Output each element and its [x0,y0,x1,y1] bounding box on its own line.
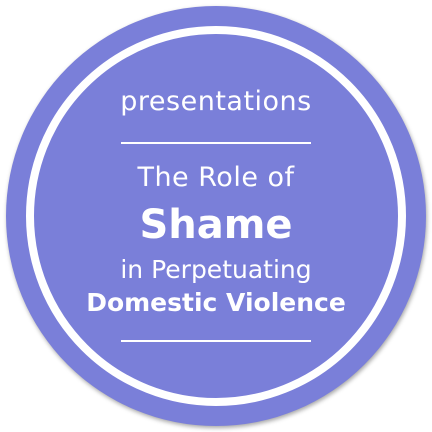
bottom-divider [121,340,311,342]
badge-category-label: presentations [120,86,312,117]
title-line-in-perpetuating: in Perpetuating [120,255,312,284]
title-line-shame: Shame [139,202,293,248]
top-divider [121,142,311,144]
title-line-domestic-violence: Domestic Violence [86,288,346,317]
presentation-badge [6,6,426,426]
title-line-the-role-of: The Role of [137,162,295,193]
badge-content [6,6,426,426]
